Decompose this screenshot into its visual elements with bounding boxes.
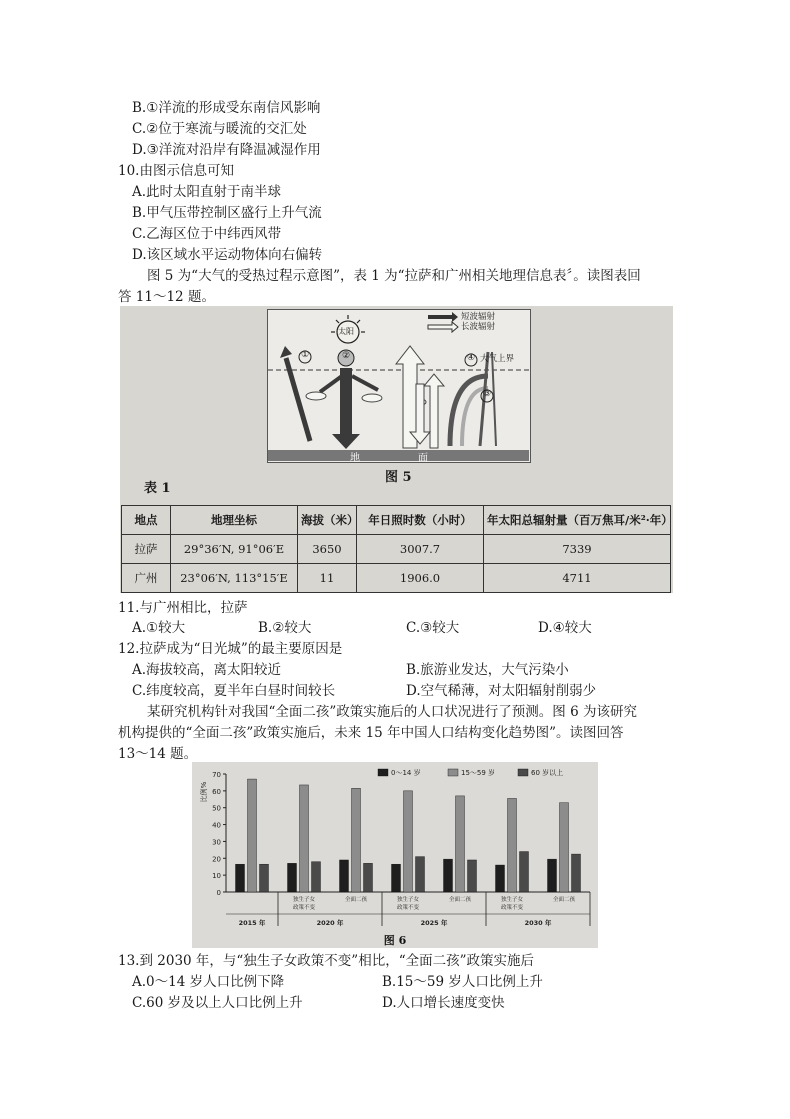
intro-13-14-line3: 13～14 题。 bbox=[118, 746, 198, 762]
q11-stem: 11.与广州相比，拉萨 bbox=[118, 600, 248, 616]
x-category-label: 独生子女 bbox=[500, 897, 524, 903]
legend-shortwave-label: 短波辐射 bbox=[461, 312, 496, 322]
q10-stem: 10.由图示信息可知 bbox=[118, 163, 234, 179]
y-tick-label: 20 bbox=[212, 855, 221, 864]
legend-longwave-arrow bbox=[428, 322, 458, 332]
table-cell: 29°36′N, 91°06′E bbox=[171, 535, 298, 564]
y-tick-label: 70 bbox=[212, 771, 221, 779]
table-header: 地理坐标 bbox=[171, 506, 298, 535]
bar bbox=[404, 791, 413, 892]
x-category-label: 政策不变 bbox=[292, 905, 316, 911]
bar bbox=[572, 854, 581, 892]
figure-5-caption: 图 5 bbox=[385, 470, 412, 485]
table-header: 地点 bbox=[122, 506, 171, 535]
x-group-label: 2025 年 bbox=[420, 919, 448, 927]
table-cell: 4711 bbox=[484, 564, 671, 593]
y-tick-label: 40 bbox=[212, 821, 221, 830]
q9-option-c: C.②位于寒流与暖流的交汇处 bbox=[132, 121, 307, 137]
x-category-label: 独生子女 bbox=[292, 897, 316, 903]
legend-label: 60 岁以上 bbox=[531, 769, 564, 777]
intro-13-14-line1: 某研究机构针对我国“全面二孩”政策实施后的人口状况进行了预测。图 6 为该研究 bbox=[147, 704, 637, 720]
ground-label-2: 面 bbox=[418, 453, 428, 464]
q10-option-d: D.该区域水平运动物体向右偏转 bbox=[132, 247, 323, 263]
x-category-label: 全面二孩 bbox=[448, 897, 472, 903]
figure-6-chart bbox=[192, 762, 598, 948]
sun-label: 太阳 bbox=[338, 327, 354, 336]
arrow-longwave-up-2 bbox=[424, 374, 444, 448]
table-cell: 1906.0 bbox=[357, 564, 484, 593]
y-tick-label: 50 bbox=[212, 804, 221, 813]
marker-1: ① bbox=[301, 350, 310, 360]
population-bar-chart bbox=[192, 762, 598, 948]
x-category-label: 全面二孩 bbox=[552, 897, 576, 903]
table-header: 海拔（米） bbox=[298, 506, 357, 535]
bar bbox=[236, 864, 245, 892]
bar bbox=[508, 798, 517, 892]
bar bbox=[520, 852, 529, 892]
x-group-label: 2015 年 bbox=[238, 919, 266, 927]
table-cell: 7339 bbox=[484, 535, 671, 564]
bar bbox=[560, 803, 569, 892]
table-header: 年日照时数（小时） bbox=[357, 506, 484, 535]
y-tick-label: 10 bbox=[212, 872, 221, 881]
table-1-label: 表 1 bbox=[144, 481, 171, 496]
table-header-row bbox=[122, 506, 671, 535]
x-group-label: 2030 年 bbox=[524, 919, 552, 927]
bar bbox=[468, 860, 477, 892]
q13-option-b: B.15～59 岁人口比例上升 bbox=[382, 974, 543, 990]
q12-option-c: C.纬度较高，夏半年白昼时间较长 bbox=[132, 683, 336, 699]
legend-label: 15～59 岁 bbox=[461, 769, 496, 777]
ground-hatch bbox=[268, 450, 529, 461]
bar bbox=[352, 788, 361, 892]
arrow-1-reflected bbox=[286, 358, 310, 441]
y-tick-label: 60 bbox=[212, 787, 221, 796]
q10-option-b: B.甲气压带控制区盛行上升气流 bbox=[132, 205, 322, 221]
x-category-label: 全面二孩 bbox=[344, 897, 368, 903]
marker-2: ② bbox=[342, 351, 351, 361]
y-tick-label: 30 bbox=[212, 838, 221, 847]
q13-option-c: C.60 岁及以上人口比例上升 bbox=[132, 995, 303, 1011]
bar bbox=[548, 859, 557, 892]
y-axis-label: 比例% bbox=[200, 781, 208, 803]
legend-swatch bbox=[378, 769, 388, 776]
table-1 bbox=[121, 505, 671, 593]
marker-3: ③ bbox=[483, 389, 492, 399]
q11-option-a: A.①较大 bbox=[132, 620, 186, 636]
q9-option-b: B.①洋流的形成受东南信风影响 bbox=[132, 100, 321, 116]
legend-swatch bbox=[518, 769, 528, 776]
q12-option-d: D.空气稀薄，对太阳辐射削弱少 bbox=[406, 683, 597, 699]
bar bbox=[248, 779, 257, 892]
y-tick-label: 0 bbox=[216, 889, 221, 897]
q11-option-d: D.④较大 bbox=[538, 620, 592, 636]
figure-6-caption: 图 6 bbox=[383, 934, 407, 947]
bar bbox=[444, 859, 453, 892]
table-cell: 广州 bbox=[122, 564, 171, 593]
legend-longwave-label: 长波辐射 bbox=[461, 322, 496, 332]
q12-stem: 12.拉萨成为“日光城”的最主要原因是 bbox=[118, 641, 343, 657]
bar bbox=[392, 864, 401, 892]
legend-swatch bbox=[448, 769, 458, 776]
legend-label: 0～14 岁 bbox=[391, 769, 421, 777]
intro-13-14-line2: 机构提供的“全面二孩”政策实施后，未来 15 年中国人口结构变化趋势图”。读图回答 bbox=[118, 725, 624, 741]
ground-label-1: 地 bbox=[350, 453, 360, 464]
q12-option-b: B.旅游业发达，大气污染小 bbox=[406, 662, 569, 678]
cloud-icon bbox=[362, 394, 382, 402]
bar bbox=[312, 862, 321, 892]
table-row bbox=[122, 564, 671, 593]
q11-option-c: C.③较大 bbox=[406, 620, 460, 636]
bar bbox=[340, 860, 349, 892]
q13-option-d: D.人口增长速度变快 bbox=[382, 995, 505, 1011]
x-category-label: 政策不变 bbox=[500, 905, 524, 911]
bar bbox=[456, 796, 465, 892]
bar bbox=[364, 863, 373, 892]
x-category-label: 独生子女 bbox=[396, 897, 420, 903]
table-cell: 3650 bbox=[298, 535, 357, 564]
marker-4: ④ bbox=[467, 353, 476, 363]
intro-11-12-line2: 答 11～12 题。 bbox=[118, 289, 215, 305]
arrow-4 bbox=[480, 352, 488, 446]
table-cell: 拉萨 bbox=[122, 535, 171, 564]
q13-option-a: A.0～14 岁人口比例下降 bbox=[132, 974, 285, 990]
table-cell: 11 bbox=[298, 564, 357, 593]
q10-option-c: C.乙海区位于中纬西风带 bbox=[132, 226, 282, 242]
bar bbox=[496, 865, 505, 892]
bar bbox=[260, 864, 269, 892]
table-header: 年太阳总辐射量（百万焦耳/米²·年） bbox=[484, 506, 671, 535]
table-cell: 3007.7 bbox=[357, 535, 484, 564]
cloud-icon bbox=[306, 392, 326, 400]
legend-shortwave-arrow bbox=[428, 312, 458, 322]
table-cell: 23°06′N, 113°15′E bbox=[171, 564, 298, 593]
upper-atmosphere-label: 大气上界 bbox=[480, 354, 515, 364]
bar bbox=[416, 857, 425, 892]
x-category-label: 政策不变 bbox=[396, 905, 420, 911]
intro-11-12-line1: 图 5 为“大气的受热过程示意图”，表 1 为“拉萨和广州相关地理信息表〞。读图表回 bbox=[147, 268, 641, 284]
bar bbox=[300, 785, 309, 892]
q11-option-b: B.②较大 bbox=[258, 620, 312, 636]
q13-stem: 13.到 2030 年，与“独生子女政策不变”相比，“全面二孩”政策实施后 bbox=[118, 953, 535, 969]
bar bbox=[288, 863, 297, 892]
table-row bbox=[122, 535, 671, 564]
q10-option-a: A.此时太阳直射于南半球 bbox=[132, 184, 282, 200]
q9-option-d: D.③洋流对沿岸有降温减湿作用 bbox=[132, 142, 321, 158]
x-group-label: 2020 年 bbox=[316, 919, 344, 927]
q12-option-a: A.海拔较高，离太阳较近 bbox=[132, 662, 282, 678]
